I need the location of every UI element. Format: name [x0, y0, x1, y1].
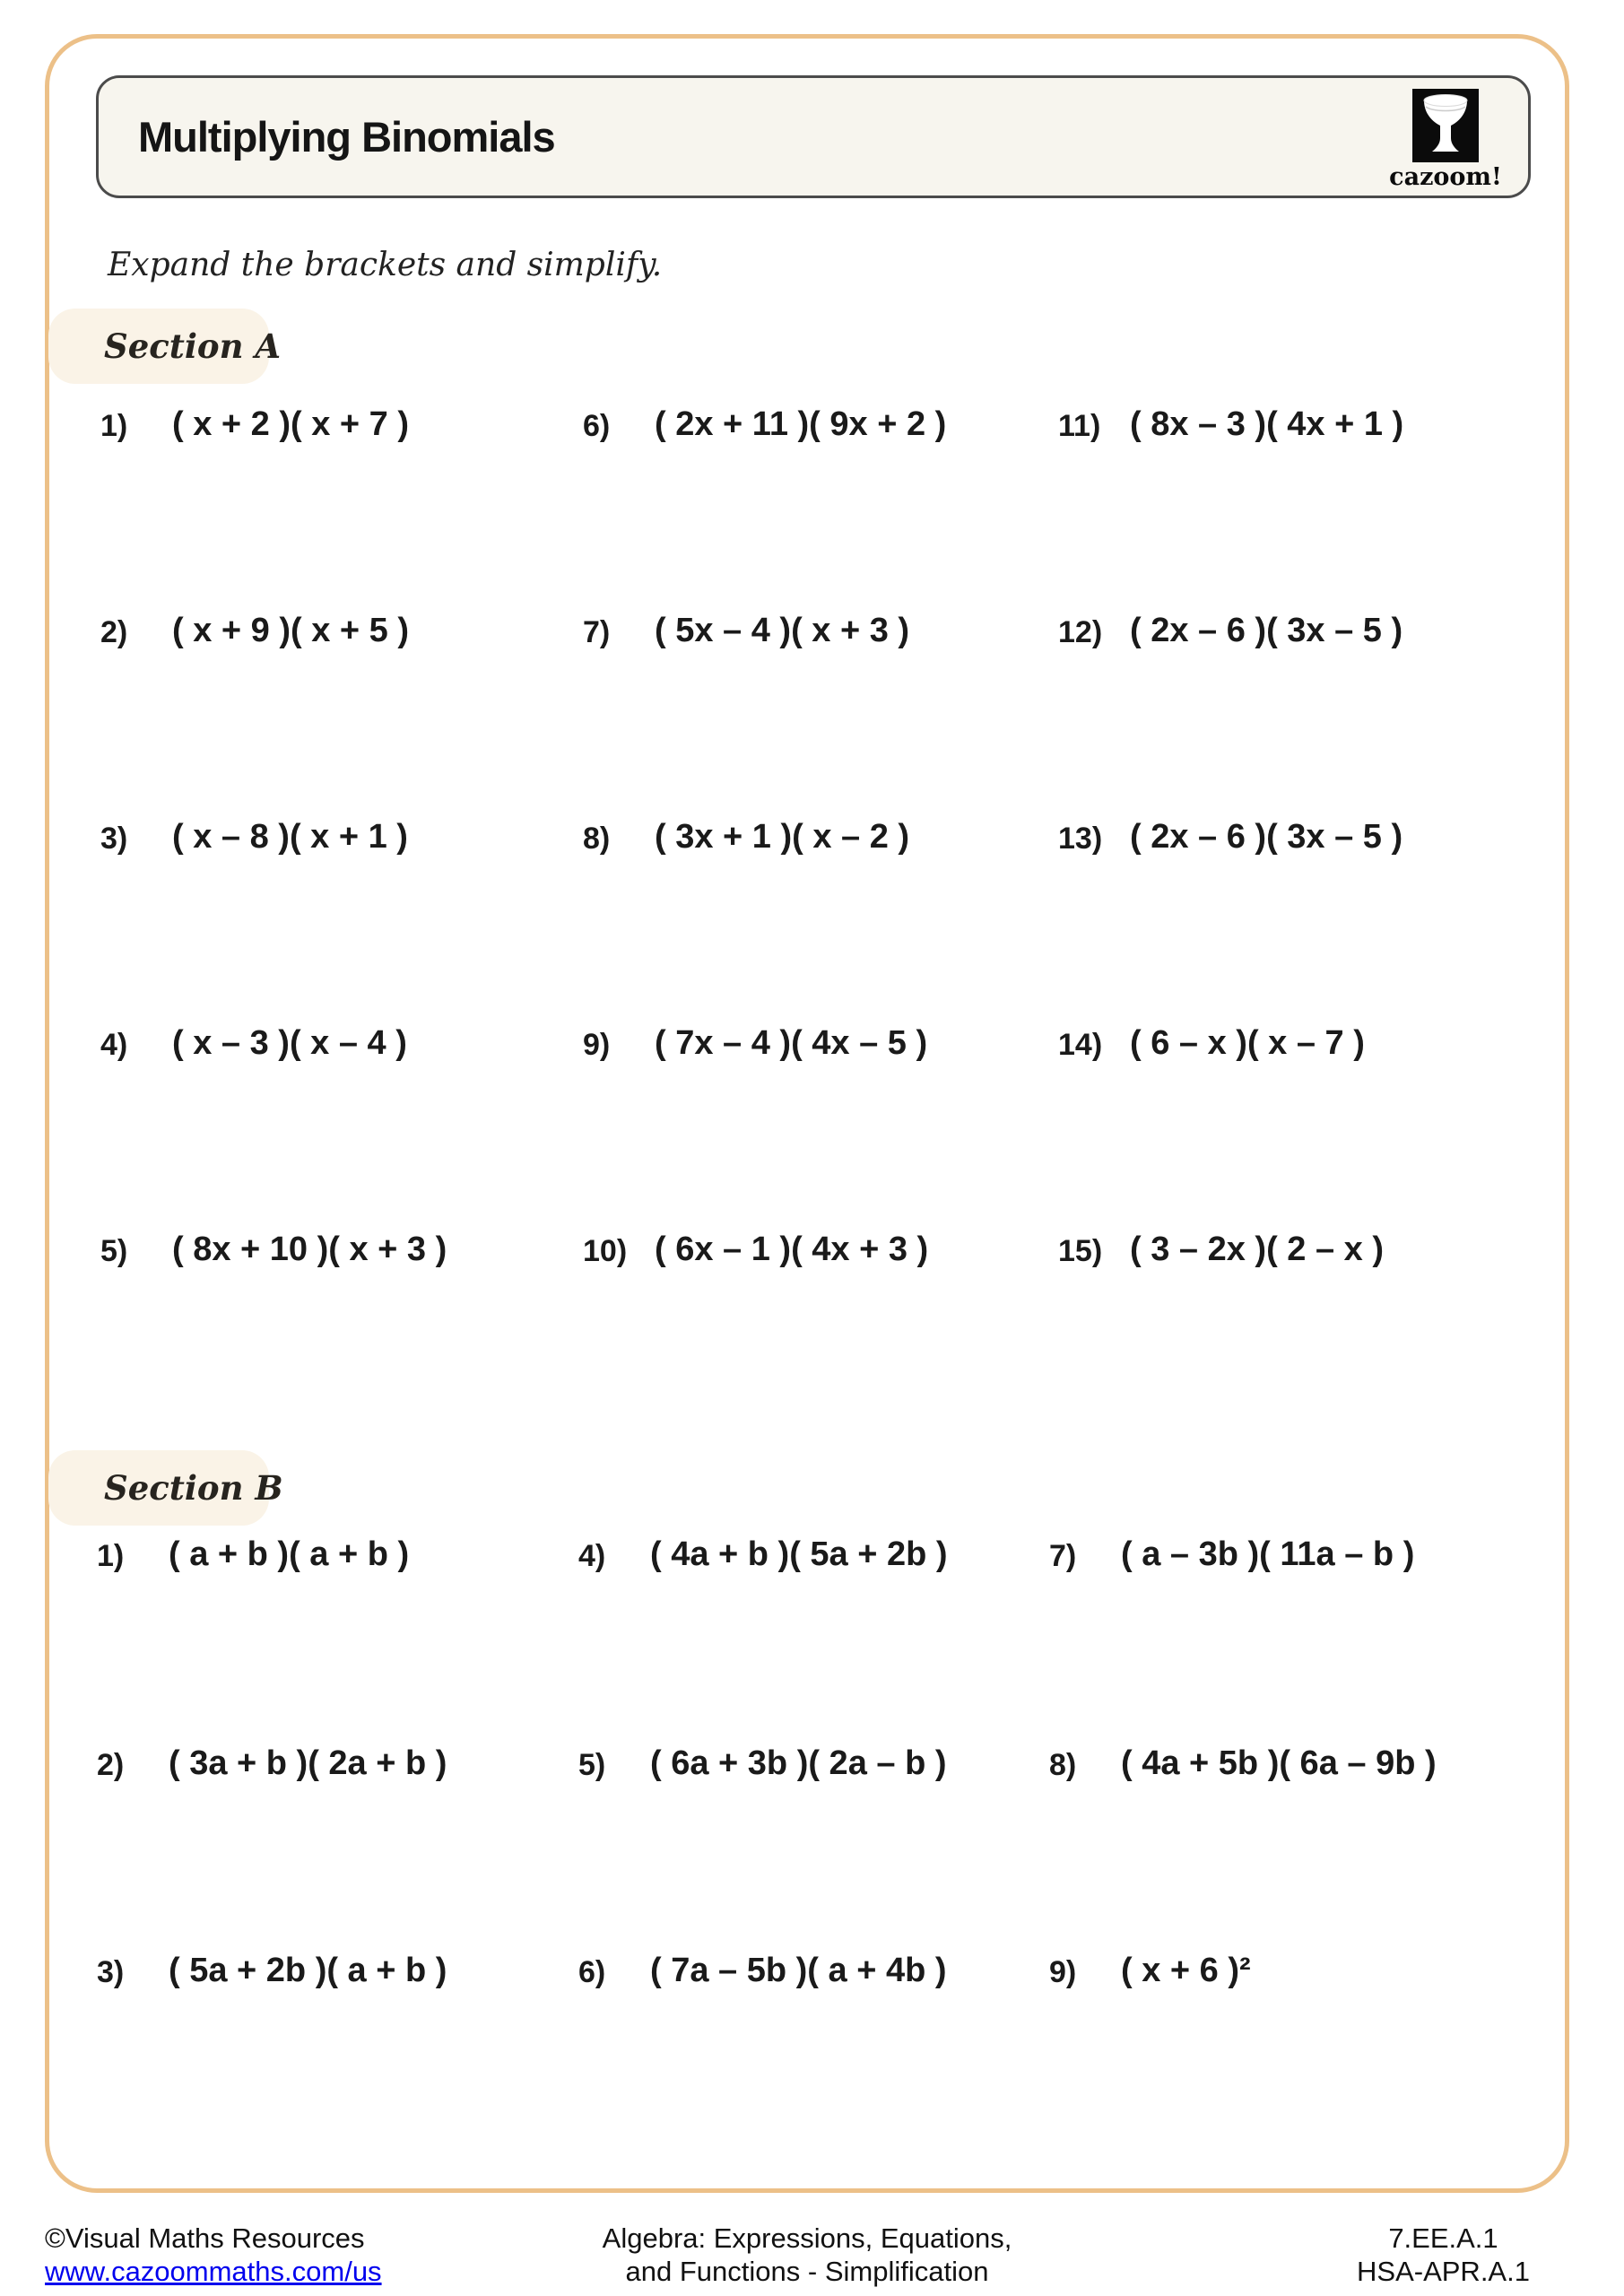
- problem-number: 10): [583, 1234, 628, 1268]
- title-box: [96, 75, 1531, 198]
- instruction-text: Expand the brackets and simplify.: [108, 247, 663, 283]
- problem-expression: ( 5x – 4 )( x + 3 ): [655, 612, 910, 649]
- section-b-header: [48, 1450, 283, 1526]
- problem-expression: ( 2x – 6 )( 3x – 5 ): [1130, 612, 1403, 649]
- problem-number: 9): [583, 1028, 611, 1062]
- problem-expression: ( 6 – x )( x – 7 ): [1130, 1024, 1365, 1062]
- footer-copyright: ©Visual Maths Resources: [45, 2222, 365, 2254]
- problem-expression: ( 6a + 3b )( 2a – b ): [650, 1744, 947, 1782]
- problem-number: 9): [1049, 1955, 1077, 1989]
- problem-number: 1): [100, 409, 128, 443]
- problem-expression: ( 8x – 3 )( 4x + 1 ): [1130, 405, 1404, 443]
- problem-expression: ( a – 3b )( 11a – b ): [1121, 1535, 1415, 1573]
- problem-number: 12): [1058, 615, 1103, 649]
- problem-number: 8): [1049, 1748, 1077, 1782]
- problem-expression: ( 2x + 11 )( 9x + 2 ): [655, 405, 947, 443]
- problem-number: 1): [97, 1539, 125, 1573]
- problem-number: 5): [578, 1748, 606, 1782]
- problem-expression: ( 3a + b )( 2a + b ): [169, 1744, 447, 1782]
- footer-topic: [556, 2222, 1058, 2289]
- problem-expression: ( 2x – 6 )( 3x – 5 ): [1130, 818, 1403, 856]
- problem-expression: ( 3 – 2x )( 2 – x ): [1130, 1231, 1385, 1268]
- section-a-header: [48, 309, 282, 384]
- problem-expression: ( x – 3 )( x – 4 ): [172, 1024, 407, 1062]
- footer-standard-1: 7.EE.A.1: [1388, 2222, 1498, 2254]
- problem-expression: ( x + 6 )²: [1121, 1952, 1251, 1989]
- problem-number: 4): [578, 1539, 606, 1573]
- problem-number: 2): [100, 615, 128, 649]
- footer-left: [45, 2222, 382, 2289]
- problem-expression: ( 4a + b )( 5a + 2b ): [650, 1535, 948, 1573]
- logo-wordmark: cazoom!: [1389, 163, 1502, 191]
- problem-number: 2): [97, 1748, 125, 1782]
- problem-expression: ( a + b )( a + b ): [169, 1535, 410, 1573]
- problem-number: 15): [1058, 1234, 1103, 1268]
- footer-link[interactable]: www.cazoommaths.com/us: [45, 2256, 382, 2287]
- problem-number: 11): [1058, 409, 1101, 443]
- problem-expression: ( 7a – 5b )( a + 4b ): [650, 1952, 947, 1989]
- section-a-label: Section A: [104, 326, 282, 366]
- drum-icon: [1383, 89, 1508, 162]
- footer-standards: [1347, 2222, 1540, 2289]
- problem-expression: ( 6x – 1 )( 4x + 3 ): [655, 1231, 929, 1268]
- problem-expression: ( x – 8 )( x + 1 ): [172, 818, 408, 856]
- problem-number: 14): [1058, 1028, 1103, 1062]
- section-b-label: Section B: [104, 1468, 283, 1508]
- footer-topic-line2: and Functions - Simplification: [625, 2256, 989, 2287]
- problem-number: 7): [583, 615, 611, 649]
- problem-expression: ( x + 9 )( x + 5 ): [172, 612, 409, 649]
- problem-expression: ( x + 2 )( x + 7 ): [172, 405, 409, 443]
- page-title: Multiplying Binomials: [138, 113, 555, 161]
- problem-number: 3): [100, 822, 128, 856]
- problem-number: 4): [100, 1028, 128, 1062]
- problem-number: 6): [578, 1955, 606, 1989]
- problem-expression: ( 3x + 1 )( x – 2 ): [655, 818, 910, 856]
- problem-number: 6): [583, 409, 611, 443]
- problem-number: 5): [100, 1234, 128, 1268]
- problem-expression: ( 4a + 5b )( 6a – 9b ): [1121, 1744, 1437, 1782]
- problem-expression: ( 7x – 4 )( 4x – 5 ): [655, 1024, 928, 1062]
- problem-number: 7): [1049, 1539, 1077, 1573]
- problem-number: 8): [583, 822, 611, 856]
- footer-standard-2: HSA-APR.A.1: [1357, 2256, 1530, 2287]
- problem-number: 13): [1058, 822, 1103, 856]
- problem-expression: ( 8x + 10 )( x + 3 ): [172, 1231, 447, 1268]
- problem-number: 3): [97, 1955, 125, 1989]
- cazoom-logo: [1383, 89, 1508, 191]
- footer-topic-line1: Algebra: Expressions, Equations,: [602, 2222, 1012, 2254]
- problem-expression: ( 5a + 2b )( a + b ): [169, 1952, 447, 1989]
